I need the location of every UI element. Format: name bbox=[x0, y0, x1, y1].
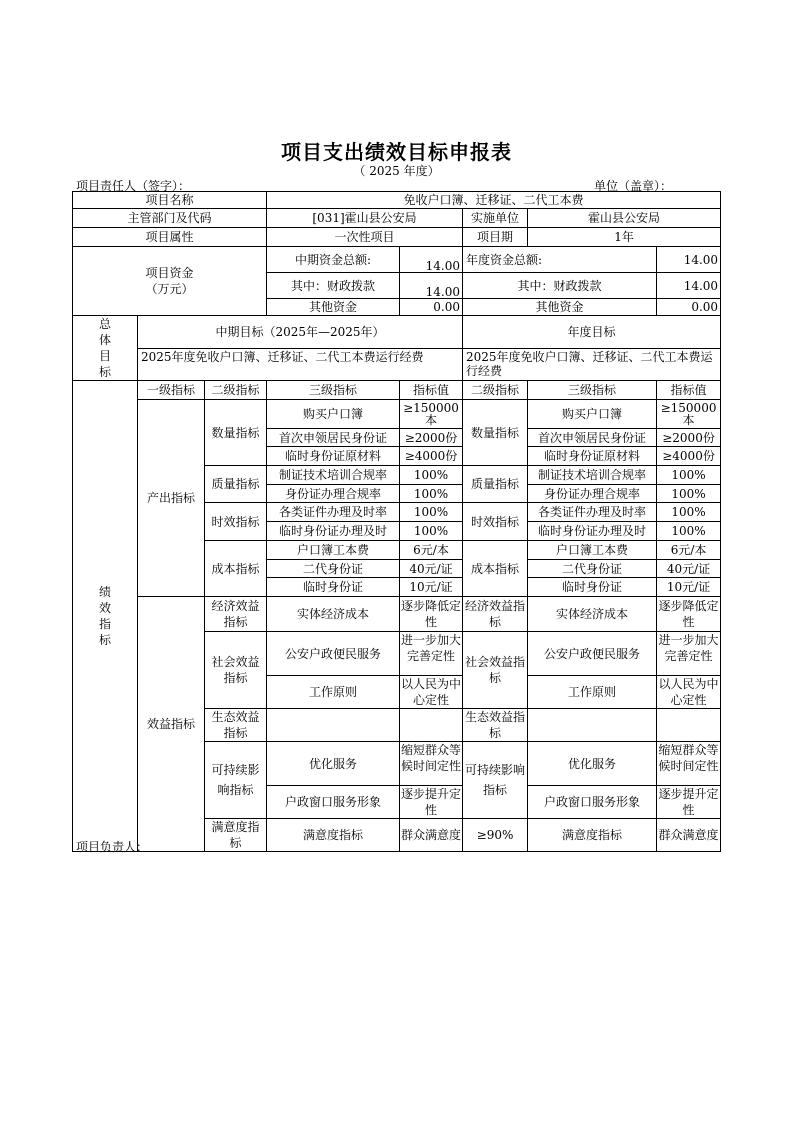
indicator-value-year: 10元/证 bbox=[657, 578, 721, 597]
mid-total-value: 14.00 bbox=[400, 247, 463, 273]
project-period-label: 项目期 bbox=[463, 228, 528, 247]
mid-other-value: 0.00 bbox=[400, 299, 463, 316]
mid-total-label: 中期资金总额: bbox=[267, 247, 400, 273]
year-fiscal-value: 14.00 bbox=[657, 273, 721, 299]
indicator-name-year: 群众满意度 bbox=[657, 819, 721, 852]
indicator-name: 购买户口簿 bbox=[267, 400, 400, 429]
indicator-value: 10元/证 bbox=[400, 578, 463, 597]
economic-indicator-label: 经济效益指标 bbox=[205, 597, 267, 632]
overall-goal-label bbox=[73, 316, 138, 381]
timeliness-indicator-label: 时效指标 bbox=[205, 503, 267, 541]
year-goal-text: 2025年度免收户口簿、迁移证、二代工本费运行经费 bbox=[463, 348, 721, 381]
col-level3: 三级指标 bbox=[267, 381, 400, 400]
mid-fiscal-value: 14.00 bbox=[400, 273, 463, 299]
indicator-name-year: 户口簿工本费 bbox=[528, 541, 657, 560]
social-indicator-label-year: 社会效益指标 bbox=[463, 632, 528, 709]
col-value: 指标值 bbox=[400, 381, 463, 400]
funds-label-line1: 项目资金 bbox=[145, 266, 194, 280]
indicator-value-year: 进一步加大完善定性 bbox=[657, 632, 721, 676]
indicator-name: 户口簿工本费 bbox=[267, 541, 400, 560]
indicator-name-year: 工作原则 bbox=[528, 676, 657, 709]
indicator-name-year: 二代身份证 bbox=[528, 560, 657, 578]
indicator-name-year: 实体经济成本 bbox=[528, 597, 657, 632]
indicator-name-year: 临时身份证办理及时 bbox=[528, 522, 657, 541]
indicator-name: 临时身份证办理及时 bbox=[267, 522, 400, 541]
project-name-label: 项目名称 bbox=[73, 192, 267, 209]
indicator-value-year: 以人民为中心定性 bbox=[657, 676, 721, 709]
department-label: 主管部门及代码 bbox=[73, 209, 267, 228]
indicator-value: 6元/本 bbox=[400, 541, 463, 560]
indicator-name-year: 首次申领居民身份证 bbox=[528, 429, 657, 447]
indicator-name: 工作原则 bbox=[267, 676, 400, 709]
project-attribute-value: 一次性项目 bbox=[267, 228, 463, 247]
indicator-value-year: ≥150000本 bbox=[657, 400, 721, 429]
implementing-unit-value: 霍山县公安局 bbox=[528, 209, 721, 228]
indicator-value-year: 100% bbox=[657, 466, 721, 485]
empty-cell bbox=[657, 709, 721, 742]
indicator-name-year: 购买户口簿 bbox=[528, 400, 657, 429]
indicator-name: 实体经济成本 bbox=[267, 597, 400, 632]
year-fiscal-label: 其中：财政拨款 bbox=[463, 273, 657, 299]
empty-cell bbox=[400, 709, 463, 742]
cost-indicator-label-year: 成本指标 bbox=[463, 541, 528, 597]
unit-seal-label: 单位（盖章）： bbox=[594, 179, 673, 193]
col-level2-year: 二级指标 bbox=[463, 381, 528, 400]
indicator-value: 以人民为中心定性 bbox=[401, 677, 462, 707]
sustain-indicator-label-year: 可持续影响指标 bbox=[463, 742, 528, 819]
year-total-value: 14.00 bbox=[657, 247, 721, 273]
indicator-value: 逐步降低定性 bbox=[400, 597, 463, 632]
row-department bbox=[73, 209, 721, 228]
output-indicator-label: 产出指标 bbox=[138, 400, 205, 597]
satisfaction-level1-label: 满意度指标 bbox=[205, 819, 267, 852]
indicator-name: 户政窗口服务形象 bbox=[267, 786, 400, 819]
empty-cell bbox=[267, 709, 400, 742]
indicator-value-year: 6元/本 bbox=[657, 541, 721, 560]
quantity-indicator-label: 数量指标 bbox=[205, 400, 267, 466]
indicator-name-year: 各类证件办理及时率 bbox=[528, 503, 657, 522]
indicator-name-year: 临时身份证原材料 bbox=[528, 447, 657, 466]
mid-goal-text: 2025年度免收户口簿、迁移证、二代工本费运行经费 bbox=[138, 348, 463, 381]
col-level3-year: 三级指标 bbox=[528, 381, 657, 400]
overall-goal-label-text: 总体目标 bbox=[98, 317, 111, 379]
year-other-value: 0.00 bbox=[657, 299, 721, 316]
perf-indicator-label bbox=[73, 381, 138, 852]
col-level1: 一级指标 bbox=[138, 381, 205, 400]
indicator-name: 公安户政便民服务 bbox=[267, 632, 400, 676]
mid-goal-header: 中期目标（2025年—2025年） bbox=[138, 316, 463, 349]
page-title: 项目支出绩效目标申报表 bbox=[281, 140, 512, 164]
indicator-value-year: 逐步提升定性 bbox=[657, 786, 721, 819]
indicator-value: 逐步提升定性 bbox=[401, 787, 462, 817]
indicator-value-year: 100% bbox=[657, 485, 721, 503]
indicator-name: 制证技术培训合规率 bbox=[267, 466, 400, 485]
row-overall-content bbox=[73, 348, 721, 381]
row-overall-header bbox=[73, 316, 721, 349]
quality-indicator-label-year: 质量指标 bbox=[463, 466, 528, 503]
indicator-name-year: 制证技术培训合规率 bbox=[528, 466, 657, 485]
row-attribute bbox=[73, 228, 721, 247]
year-other-label: 其他资金 bbox=[463, 299, 657, 316]
social-indicator-label: 社会效益指标 bbox=[205, 632, 267, 709]
indicator-name-year: 优化服务 bbox=[528, 742, 657, 786]
indicator-name-year: 公安户政便民服务 bbox=[528, 632, 657, 676]
indicator-name: 身份证办理合规率 bbox=[267, 485, 400, 503]
project-attribute-label: 项目属性 bbox=[73, 228, 267, 247]
indicator-value-year: ≥4000份 bbox=[657, 447, 721, 466]
year-total-label: 年度资金总额: bbox=[463, 247, 657, 273]
timeliness-indicator-label-year: 时效指标 bbox=[463, 503, 528, 541]
perf-indicator-label-text: 绩效指标 bbox=[98, 585, 111, 647]
row-funds-total bbox=[73, 247, 721, 273]
year-goal-header: 年度目标 bbox=[463, 316, 721, 349]
indicator-name: 临时身份证 bbox=[267, 578, 400, 597]
project-funds-label bbox=[73, 247, 267, 316]
indicator-value-year: 缩短群众等候时间定性 bbox=[657, 742, 721, 786]
sustain-indicator-label: 可持续影响指标 bbox=[205, 742, 267, 819]
indicator-name: 临时身份证原材料 bbox=[267, 447, 400, 466]
indicator-name: 二代身份证 bbox=[267, 560, 400, 578]
indicator-value: 100% bbox=[400, 522, 463, 541]
indicator-name: 优化服务 bbox=[267, 742, 400, 786]
project-name-value: 免收户口簿、迁移证、二代工本费 bbox=[267, 192, 721, 209]
indicator-value: ≥2000份 bbox=[400, 429, 463, 447]
satisfaction-level2-label: 满意度指标 bbox=[267, 819, 400, 852]
indicator-value-year: ≥2000份 bbox=[657, 429, 721, 447]
quality-indicator-label: 质量指标 bbox=[205, 466, 267, 503]
project-period-value: 1年 bbox=[528, 228, 721, 247]
cost-indicator-label: 成本指标 bbox=[205, 541, 267, 597]
department-value: [031]霍山县公安局 bbox=[267, 209, 463, 228]
economic-indicator-label-year: 经济效益指标 bbox=[463, 597, 528, 632]
quantity-indicator-label-year: 数量指标 bbox=[463, 400, 528, 466]
indicator-value: ≥150000本 bbox=[400, 400, 463, 429]
indicator-name: 首次申领居民身份证 bbox=[267, 429, 400, 447]
indicator-value: 缩短群众等候时间定性 bbox=[400, 742, 463, 786]
indicator-value-year: 逐步降低定性 bbox=[657, 597, 721, 632]
indicator-value-year: 100% bbox=[657, 522, 721, 541]
col-level2: 二级指标 bbox=[205, 381, 267, 400]
row-project-name bbox=[73, 192, 721, 209]
implementing-unit-label: 实施单位 bbox=[463, 209, 528, 228]
indicator-value: 100% bbox=[400, 503, 463, 522]
year-line: （ 2025 年度） bbox=[353, 164, 440, 178]
project-leader-label: 项目负责人： bbox=[76, 840, 149, 854]
indicator-name-year: 身份证办理合规率 bbox=[528, 485, 657, 503]
ecological-indicator-label: 生态效益指标 bbox=[205, 709, 267, 742]
indicator-name: 群众满意度 bbox=[400, 819, 463, 852]
indicator-value: 进一步加大完善定性 bbox=[400, 632, 463, 676]
indicator-value: ≥4000份 bbox=[400, 447, 463, 466]
table-row bbox=[73, 400, 721, 429]
indicator-value: 100% bbox=[400, 485, 463, 503]
effect-indicator-label: 效益指标 bbox=[138, 597, 205, 852]
satisfaction-level2-label-year: 满意度指标 bbox=[528, 819, 657, 852]
indicator-value: 40元/证 bbox=[400, 560, 463, 578]
mid-fiscal-label: 其中：财政拨款 bbox=[267, 273, 400, 299]
indicator-value: 100% bbox=[400, 466, 463, 485]
ecological-indicator-label-year: 生态效益指标 bbox=[463, 709, 528, 742]
responsible-signature-label: 项目责任人（签字）： bbox=[76, 179, 191, 193]
indicator-value: ≥90% bbox=[463, 819, 528, 852]
mid-other-label: 其他资金 bbox=[267, 299, 400, 316]
indicator-value-year: 100% bbox=[657, 503, 721, 522]
indicator-value-year: 40元/证 bbox=[657, 560, 721, 578]
col-value-year: 指标值 bbox=[657, 381, 721, 400]
table-row bbox=[73, 597, 721, 632]
empty-cell bbox=[528, 709, 657, 742]
performance-goal-table bbox=[72, 191, 721, 852]
indicator-name: 各类证件办理及时率 bbox=[267, 503, 400, 522]
row-perf-header bbox=[73, 381, 721, 400]
funds-label-line2: （万元） bbox=[145, 282, 194, 296]
indicator-name-year: 临时身份证 bbox=[528, 578, 657, 597]
indicator-name-year: 户政窗口服务形象 bbox=[528, 786, 657, 819]
